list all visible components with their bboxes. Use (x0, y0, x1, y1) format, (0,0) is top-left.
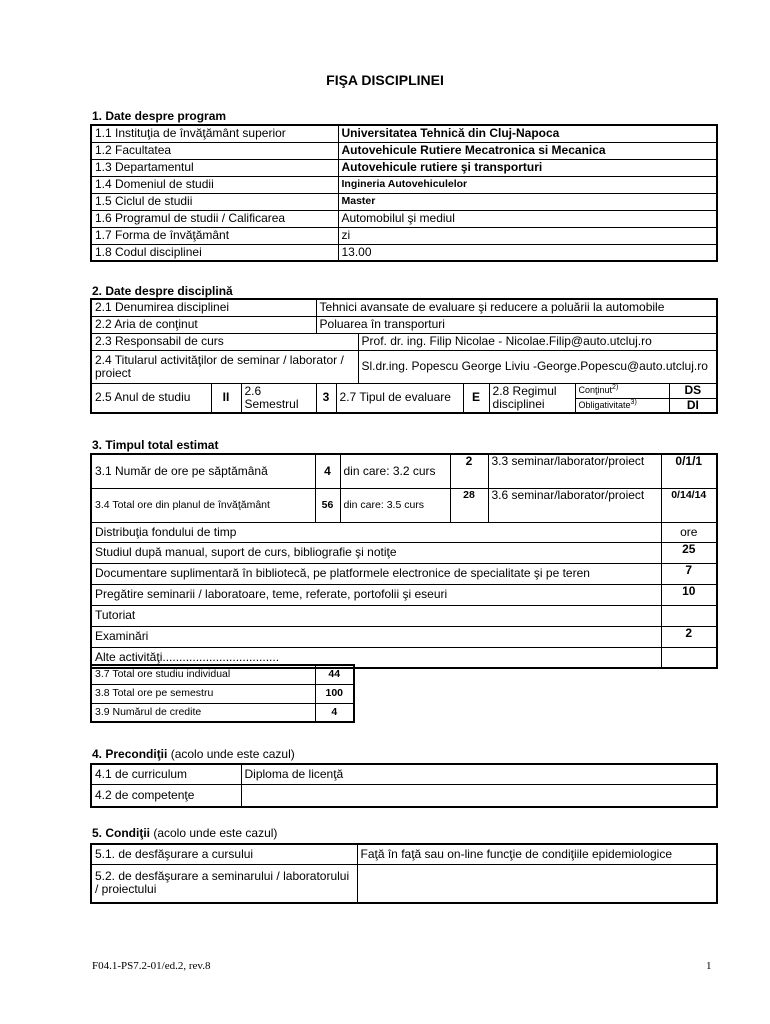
table-row (91, 605, 717, 626)
table-row (91, 864, 717, 903)
curriculum-label: 4.1 de curriculum (91, 764, 241, 784)
seminar-holder-value: Sl.dr.ing. Popescu George Liviu -George.Popescu@auto.utcluj.ro (358, 350, 717, 383)
section-5-title: 5. Condiţii (92, 826, 150, 840)
table-row (91, 383, 717, 398)
discipline-table (90, 298, 718, 414)
content-area-value: Poluarea în transporturi (316, 316, 717, 333)
seminar-holder-label: 2.4 Titularul activităţilor de seminar / laborator / proiect (91, 350, 358, 383)
section-4-title: 4. Precondiţii (92, 747, 168, 761)
table-row (91, 626, 717, 647)
row-label: 1.5 Ciclul de studii (91, 193, 338, 210)
evaluation-type-label: 2.7 Tipul de evaluare (336, 383, 463, 413)
row-label: 1.7 Forma de învăţământ (91, 227, 338, 244)
total-label: 3.9 Numărul de credite (91, 703, 315, 722)
total-plan-hours-label: 3.4 Total ore din planul de învăţământ (91, 488, 315, 522)
discipline-name-value: Tehnici avansate de evaluare şi reducere a poluării la automobile (316, 299, 717, 316)
conditions-table (90, 843, 718, 904)
activity-label: Tutoriat (91, 605, 661, 626)
section-1-heading: 1. Date despre program (92, 109, 227, 123)
table-row (91, 488, 717, 522)
total-seminar-value: 0/14/14 (661, 488, 717, 522)
evaluation-type-value: E (463, 383, 489, 413)
table-row (91, 125, 717, 142)
row-value: 13.00 (338, 244, 717, 261)
activity-value (661, 647, 717, 668)
row-value: Autovehicule rutiere şi transporturi (338, 159, 717, 176)
table-row (91, 454, 717, 488)
table-row (91, 142, 717, 159)
activity-value: 2 (661, 626, 717, 647)
regime-label: 2.8 Regimul disciplinei (489, 383, 575, 413)
row-value: Master (338, 193, 717, 210)
seminar-conditions-label: 5.2. de desfăşurare a seminarului / laboratorului / proiectului (91, 864, 357, 903)
total-label: 3.8 Total ore pe semestru (91, 684, 315, 703)
table-row (91, 227, 717, 244)
table-row (91, 703, 354, 722)
table-row (91, 350, 717, 383)
totals-table (90, 664, 355, 723)
row-label: 1.8 Codul disciplinei (91, 244, 338, 261)
row-label: 1.1 Instituţia de învăţământ superior (91, 125, 338, 142)
weekly-course-label: din care: 3.2 curs (340, 454, 450, 488)
distribution-label: Distribuţia fondului de timp (91, 522, 661, 542)
preconditions-table (90, 763, 718, 808)
table-row (91, 159, 717, 176)
activity-value: 10 (661, 584, 717, 605)
time-table (90, 453, 718, 669)
total-seminar-label: 3.6 seminar/laborator/proiect (488, 488, 661, 522)
page-number: 1 (706, 960, 712, 972)
content-value: DS (669, 383, 717, 398)
table-row (91, 193, 717, 210)
content-area-label: 2.2 Aria de conţinut (91, 316, 316, 333)
course-conditions-value: Faţă în faţă sau on-line funcţie de condiţiile epidemiologice (357, 844, 717, 864)
table-row (91, 522, 717, 542)
section-2-heading: 2. Date despre disciplină (92, 284, 233, 298)
activity-label: Alte activităţi................................... (91, 647, 661, 668)
table-row (91, 665, 354, 684)
obligation-value: DI (669, 398, 717, 413)
table-row (91, 784, 717, 807)
table-row (91, 299, 717, 316)
semester-label: 2.6 Semestrul (241, 383, 316, 413)
activity-value: 25 (661, 542, 717, 563)
study-year-label: 2.5 Anul de studiu (91, 383, 211, 413)
total-course-label: din care: 3.5 curs (340, 488, 450, 522)
weekly-course-value: 2 (450, 454, 488, 488)
section-3-heading: 3. Timpul total estimat (92, 438, 219, 452)
row-value: Automobilul şi mediul (338, 210, 717, 227)
page-title: FIŞA DISCIPLINEI (326, 72, 444, 88)
total-value: 100 (315, 684, 354, 703)
total-course-value: 28 (450, 488, 488, 522)
section-5-heading (92, 826, 277, 840)
section-4-note: (acolo unde este cazul) (167, 747, 295, 761)
course-responsible-label: 2.3 Responsabil de curs (91, 333, 358, 350)
table-row (91, 764, 717, 784)
table-row (91, 244, 717, 261)
course-conditions-label: 5.1. de desfăşurare a cursului (91, 844, 357, 864)
row-label: 1.4 Domeniul de studii (91, 176, 338, 193)
table-row (91, 542, 717, 563)
table-row (91, 176, 717, 193)
weekly-seminar-value: 0/1/1 (661, 454, 717, 488)
obligation-label: Obligativitate$^{3)}$ (575, 398, 669, 413)
row-label: 1.6 Programul de studii / Calificarea (91, 210, 338, 227)
section-5-note: (acolo unde este cazul) (150, 826, 278, 840)
activity-label: Studiul după manual, suport de curs, bibliografie şi notiţe (91, 542, 661, 563)
row-value: Autovehicule Rutiere Mecatronica si Mecanica (338, 142, 717, 159)
table-row (91, 333, 717, 350)
activity-label: Pregătire seminarii / laboratoare, teme, referate, portofolii şi eseuri (91, 584, 661, 605)
row-value: Universitatea Tehnică din Cluj-Napoca (338, 125, 717, 142)
seminar-conditions-value (357, 864, 717, 903)
row-value: Ingineria Autovehiculelor (338, 176, 717, 193)
table-row (91, 584, 717, 605)
curriculum-value: Diploma de licenţă (241, 764, 717, 784)
activity-value: 7 (661, 563, 717, 584)
competences-value (241, 784, 717, 807)
discipline-name-label: 2.1 Denumirea disciplinei (91, 299, 316, 316)
activity-label: Examinări (91, 626, 661, 647)
semester-value: 3 (316, 383, 336, 413)
total-value: 4 (315, 703, 354, 722)
weekly-seminar-label: 3.3 seminar/laborator/proiect (488, 454, 661, 488)
row-label: 1.2 Facultatea (91, 142, 338, 159)
table-row (91, 844, 717, 864)
row-value: zi (338, 227, 717, 244)
table-row (91, 684, 354, 703)
total-value: 44 (315, 665, 354, 684)
content-label: Conţinut$^{2)}$ (575, 383, 669, 398)
distribution-unit: ore (661, 522, 717, 542)
form-code: F04.1-PS7.2-01/ed.2, rev.8 (92, 960, 211, 972)
total-plan-hours-value: 56 (315, 488, 340, 522)
competences-label: 4.2 de competenţe (91, 784, 241, 807)
weekly-hours-value: 4 (315, 454, 340, 488)
table-row (91, 563, 717, 584)
course-responsible-value: Prof. dr. ing. Filip Nicolae - Nicolae.Filip@auto.utcluj.ro (358, 333, 717, 350)
section-4-heading (92, 747, 295, 761)
study-year-value: II (211, 383, 241, 413)
activity-value (661, 605, 717, 626)
table-row (91, 316, 717, 333)
row-label: 1.3 Departamentul (91, 159, 338, 176)
activity-label: Documentare suplimentară în bibliotecă, pe platformele electronice de specialitate şi pe teren (91, 563, 661, 584)
weekly-hours-label: 3.1 Număr de ore pe săptămână (91, 454, 315, 488)
program-table (90, 124, 718, 262)
table-row (91, 210, 717, 227)
total-label: 3.7 Total ore studiu individual (91, 665, 315, 684)
